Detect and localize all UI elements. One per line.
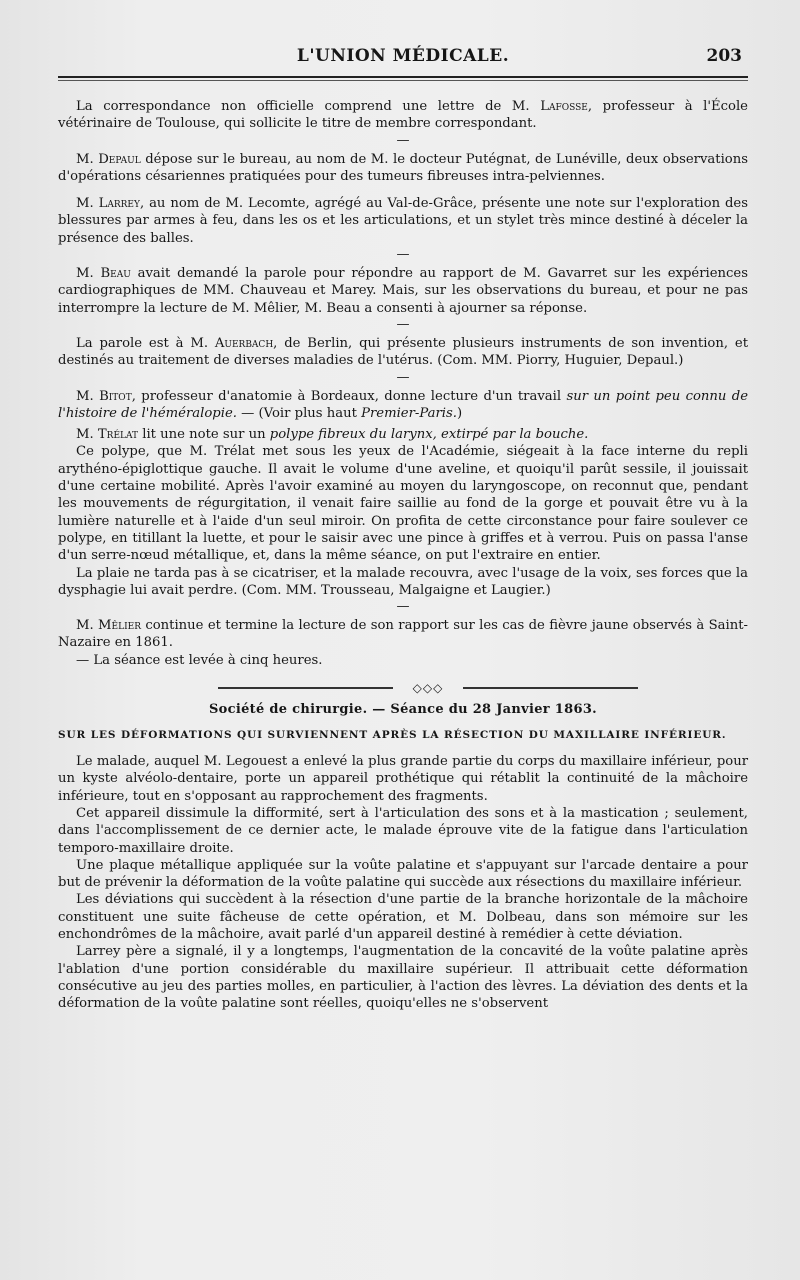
ornament-rule: ◇◇◇ [58, 679, 748, 697]
separator-dash: — [396, 132, 410, 148]
header-rule-thin [58, 80, 748, 81]
section-title: Société de chirurgie. — Séance du 28 Janvier 1863. [208, 702, 597, 718]
article-paragraph: Le malade, auquel M. Legouest a enlevé la plus grande partie du corps du maxillaire inférieur, pour un kyste alvéolo-dentaire, porte un appareil prothétique qui rétablit la continuité de la mâchoire inférieure, tout en s'opposant au rapprochement des fragments. [58, 754, 748, 804]
paragraph-auerbach: La parole est à M. Auerbach, de Berlin, qui présente plusieurs instruments de son invention, et destinés au traitement de diverses maladies de l'utérus. (Com. MM. Piorry, Huguier, Depaul.) [58, 335, 748, 369]
paragraph-plaie: La plaie ne tarda pas à se cicatriser, et la malade recouvra, avec l'usage de la voix, ses forces que la dysphagie lui avait perdre. (Com. MM. Trousseau, Malgaigne et Laugier.) [58, 565, 748, 598]
article-paragraph: Larrey père a signalé, il y a longtemps, l'augmentation de la concavité de la voûte palatine après l'ablation d'une portion considérable du maxillaire supérieur. Il attribuait cette déformation consécutive au jeu des parties molles, en particulier, à l'action des lèvres. La déviation des dents et la déformation de la voûte palatine sont réelles, quoiqu'elles ne s'observent [58, 944, 748, 1012]
separator-dash: — [396, 316, 410, 332]
paragraph-bitot: M. Bitot, professeur d'anatomie à Bordeaux, donne lecture d'un travail sur un point peu connu de l'histoire de l'héméralopie. — (Voir plus haut Premier-Paris.) [58, 388, 748, 421]
paragraph-polype: Ce polype, que M. Trélat met sous les yeux de l'Académie, siégeait à la face interne du repli arythéno-épiglottique gauche. Il avait le volume d'une aveline, et quoiqu'il parût sessile, il jouissait d'une certaine mobilité. Après l'avoir examiné au moyen du laryngoscope, on reconnut que, pendant les mouvements de régurgitation, il venait faire saillie au fond de la gorge et pouvait être vu à la lumière naturelle et à l'aide d'un seul miroir. On profita de cette circonstance pour faire soulever ce polype, en titillant la luette, et pour le saisir avec une pince à griffes et à verrou. Puis on passa l'anse d'un serre-nœud métallique, et, dans la même séance, on put l'extraire en entier. [58, 444, 748, 564]
article-paragraph: Les déviations qui succèdent à la résection d'une partie de la branche horizontale de la mâchoire constituent une suite fâcheuse de cette opération, et M. Dolbeau, dans son mémoire sur les enchondrômes de la mâchoire, avait parlé d'un appareil destiné à remédier à cette déviation. [58, 892, 748, 942]
paragraph-correspondance: La correspondance non officielle comprend une lettre de M. Lafosse, professeur à l'École vétérinaire de Toulouse, qui sollicite le titre de membre correspondant. [58, 99, 748, 132]
paragraph-depaul: M. Depaul dépose sur le bureau, au nom de M. le docteur Putégnat, de Lunéville, deux observations d'opérations césariennes pratiquées pour des tumeurs fibreuses intra-pelviennes. [58, 151, 748, 184]
article-paragraph: Une plaque métallique appliquée sur la voûte palatine et s'appuyant sur l'arcade dentaire a pour but de prévenir la déformation de la voûte palatine qui succède aux résections du maxillaire inférieur. [58, 857, 748, 891]
paragraph-larrey: M. Larrey, au nom de M. Lecomte, agrégé au Val-de-Grâce, présente une note sur l'exploration des blessures par armes à feu, dans les os et les articulations, et un stylet très mince destiné à déceler la présence des balles. [58, 196, 749, 246]
paragraph-melier: M. Mêlier continue et termine la lecture de son rapport sur les cas de fièvre jaune observés à Saint-Nazaire en 1861. [58, 618, 748, 651]
running-title: L'UNION MÉDICALE. [296, 46, 510, 66]
separator-dash: — [396, 599, 410, 615]
header-rule [58, 76, 748, 78]
page-number: 203 [706, 46, 742, 66]
article-paragraph: Cet appareil dissimule la difformité, sert à l'articulation des sons et à la mastication ; seulement, dans l'accomplissement de ce dernier acte, le malade éprouve vite de la fatigue dans l'articulation temporo-maxillaire droite. [58, 805, 748, 856]
paragraph-seance-levee: — La séance est levée à cinq heures. [76, 652, 323, 668]
article-title: SUR LES DÉFORMATIONS QUI SURVIENNENT APRÈS LA RÉSECTION DU MAXILLAIRE INFÉRIEUR. [58, 729, 727, 742]
page-header [58, 0, 748, 84]
separator-dash: — [396, 247, 410, 263]
paragraph-trelat: M. Trélat lit une note sur un polype fibreux du larynx, extirpé par la bouche. [76, 427, 589, 443]
paragraph-beau: M. Beau avait demandé la parole pour répondre au rapport de M. Gavarret sur les expériences cardiographiques de MM. Chauveau et Marey. Mais, sur les observations du bureau, et pour ne pas interrompre la lecture de M. Mêlier, M. Beau a consenti à ajourner sa réponse. [58, 266, 748, 316]
separator-dash: — [396, 369, 410, 385]
